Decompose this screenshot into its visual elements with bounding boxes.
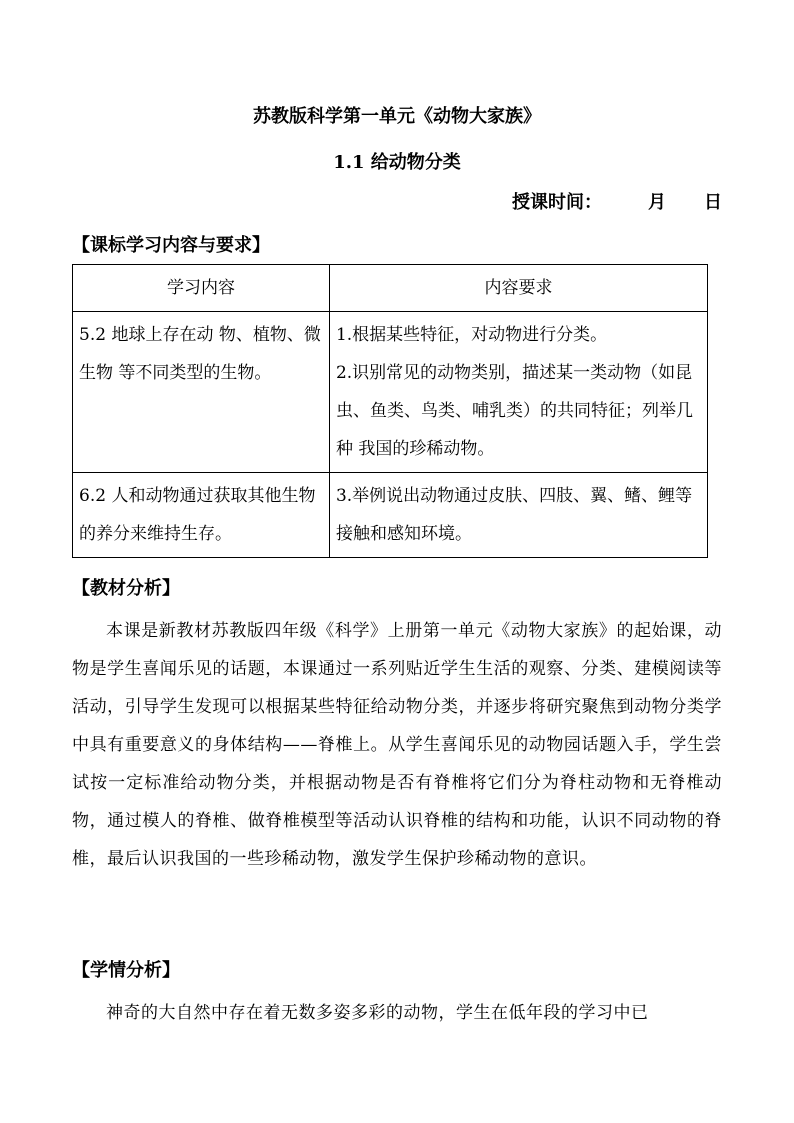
month-label: 月 <box>648 192 666 213</box>
section-heading-textbook: 【教材分析】 <box>72 578 180 599</box>
teaching-time-label: 授课时间： <box>512 192 602 213</box>
table-cell-content: 5.2 地球上存在动 物、植物、微生物 等不同类型的生物。 <box>73 312 330 473</box>
requirement-item: 3.举例说出动物通过皮肤、四肢、翼、鳍、鲤等接触和感知环境。 <box>335 486 693 544</box>
day-label: 日 <box>704 192 722 213</box>
student-analysis-paragraph: 神奇的大自然中存在着无数多姿多彩的动物，学生在低年段的学习中已 <box>106 1003 649 1023</box>
lesson-subtitle: 1.1 给动物分类 <box>333 152 461 173</box>
table-header-cell: 学习内容 <box>73 265 330 312</box>
table-row <box>73 312 708 473</box>
table-cell-content: 6.2 人和动物通过获取其他生物的养分来维持生存。 <box>73 473 330 558</box>
table-cell-requirements <box>329 312 707 473</box>
table-row <box>73 473 708 558</box>
requirements-table <box>72 264 708 558</box>
table-header-cell: 内容要求 <box>329 265 707 312</box>
section-heading-students: 【学情分析】 <box>72 960 180 981</box>
requirement-item: 2.识别常见的动物类别，描述某一类动物（如昆 虫、鱼类、鸟类、哺乳类）的共同特征；列举几种 我国的珍稀动物。 <box>335 363 693 459</box>
table-cell-requirements <box>329 473 707 558</box>
section-heading-standards: 【课标学习内容与要求】 <box>72 235 270 256</box>
teaching-time-line <box>512 188 722 214</box>
textbook-analysis-paragraph: 本课是新教材苏教版四年级《科学》上册第一单元《动物大家族》的起始课，动物是学生喜闻乐见的话题，本课通过一系列贴近学生生活的观察、分类、建模阅读等活动，引导学生发现可以根据某些特征给动物分类，并逐步将研究聚焦到动物分类学中具有重要意义的身体结构——脊椎上。从学生喜闻乐见的动物园话题入手，学生尝试按一定标准给动物分类，并根据动物是否有脊椎将它们分为脊柱动物和无脊椎动物，通过模人的脊椎、做脊椎模型等活动认识脊椎的结构和功能，认识不同动物的脊椎，最后认识我国的一些珍稀动物，激发学生保护珍稀动物的意识。 <box>72 621 722 869</box>
table-header-row <box>73 265 708 312</box>
document-title: 苏教版科学第一单元《动物大家族》 <box>253 106 541 127</box>
requirement-item: 1.根据某些特征，对动物进行分类。 <box>335 325 608 345</box>
